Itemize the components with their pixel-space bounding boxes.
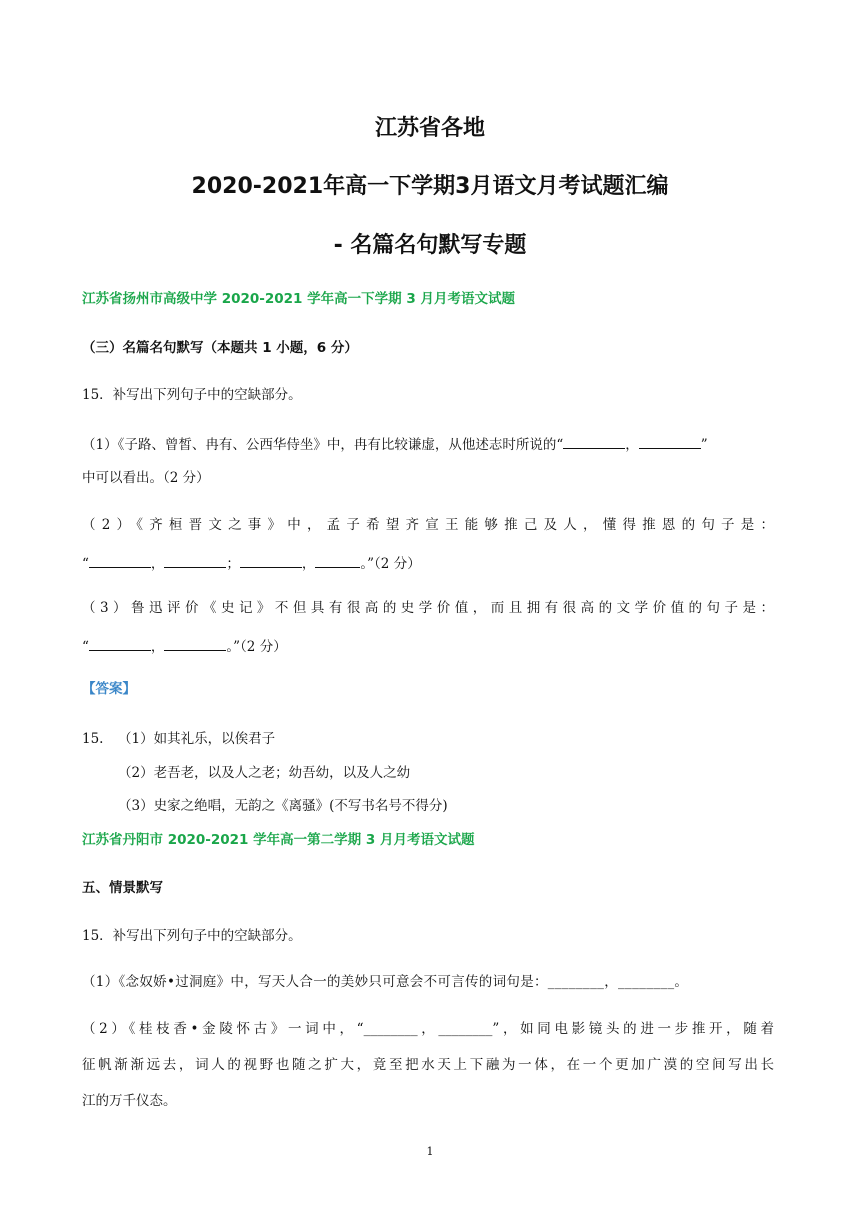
answer-blank [164,555,226,568]
title-line-3: - 名篇名句默写专题 [333,233,527,258]
source-heading-1: 江苏省扬州市高级中学 2020-2021 学年高一下学期 3 月月考语文试题 [82,291,515,307]
section-heading-1: （三）名篇名句默写（本题共 1 小题，6 分） [82,340,358,356]
title-line-2: 2020-2021年高一下学期3月语文月考试题汇编 [191,174,669,199]
answer-label: 【答案】 [82,681,136,697]
question-3-line-a: （3）鲁迅评价《史记》不但具有很高的史学价值，而且拥有很高的文学价值的句子是： [82,600,774,616]
answer-blank [639,436,701,449]
answer-blank [315,555,360,568]
answer-number: 15. [82,731,104,747]
answer-blank [563,436,625,449]
section-heading-2: 五、情景默写 [82,880,163,896]
answer-blank [89,555,151,568]
question-1-line-a: （1）《子路、曾皙、冉有、公西华侍坐》中，冉有比较谦虚，从他述志时所说的“ ， ” [82,437,708,453]
question-2-1: （1）《念奴娇•过洞庭》中，写天人合一的美妙只可意会不可言传的词句是：________，________。 [82,974,689,990]
answer-line-1: 15. （1）如其礼乐，以俟君子 [82,731,276,747]
question-intro-2: 15．补写出下列句子中的空缺部分。 [82,928,302,944]
question-2-2-line-3: 江的万千仪态。 [82,1093,177,1109]
answer-blank [240,555,302,568]
question-2-line-a: （2）《齐桓晋文之事》中，孟子希望齐宣王能够推己及人，懂得推恩的句子是： [82,517,774,533]
title-line-1: 江苏省各地 [374,116,485,141]
source-heading-2: 江苏省丹阳市 2020-2021 学年高一第二学期 3 月月考语文试题 [82,832,475,848]
question-2-2-line-2: 征帆渐渐远去，词人的视野也随之扩大，竟至把水天上下融为一体，在一个更加广漠的空间写出长 [82,1057,774,1073]
question-intro-1: 15．补写出下列句子中的空缺部分。 [82,387,302,403]
answer-line-2: （2）老吾老，以及人之老；幼吾幼，以及人之幼 [118,765,411,781]
answer-blank [89,638,151,651]
question-2-2-line-1: （2）《桂枝香•金陵怀古》一词中，“________，________”，如同电影镜头的进一步推开，随着 [82,1021,774,1037]
question-1-line-b: 中可以看出。（2 分） [82,470,210,486]
answer-blank [164,638,226,651]
question-3-line-b: “ ， 。”（2 分） [82,639,287,655]
question-2-line-b: “ ， ； ， 。”（2 分） [82,556,421,572]
page-number: 1 [426,1145,434,1158]
answer-line-3: （3）史家之绝唱，无韵之《离骚》(不写书名号不得分) [118,798,448,814]
